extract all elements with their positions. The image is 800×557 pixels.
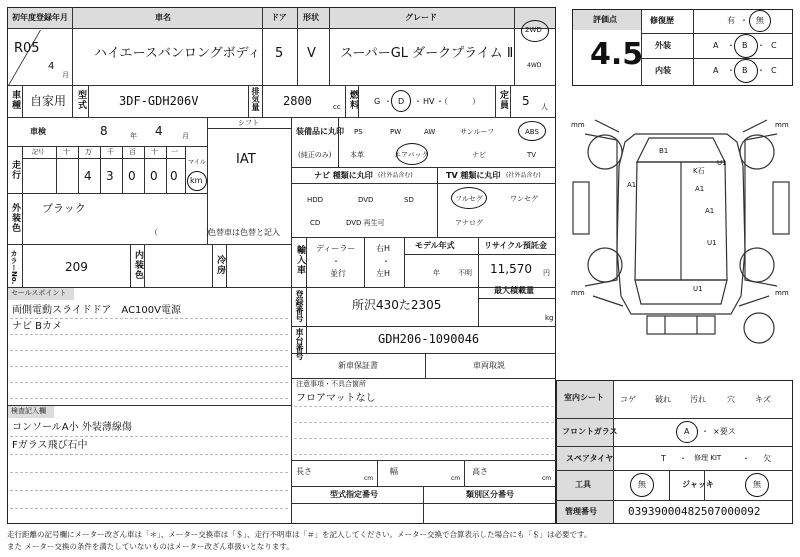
spare-t: T — [661, 454, 666, 463]
equip-pw: PW — [390, 128, 402, 136]
vehicle-manual: 車両取説 — [473, 361, 505, 370]
import-left: 左H — [376, 269, 391, 278]
color-paren: （ ） — [150, 228, 214, 237]
exterior-a: A — [713, 41, 719, 50]
equip-sunroof: サンルーフ — [460, 128, 495, 136]
shift-label: シフト — [238, 119, 259, 127]
door-count: 5 — [275, 46, 284, 61]
shape-value: V — [307, 46, 316, 61]
tv-sub: (社外品含む) — [506, 172, 541, 179]
glass-x: ×要ス — [713, 427, 736, 436]
inspection-year: 8 — [100, 124, 108, 138]
type-no-label: 型式指定番号 — [330, 490, 378, 499]
import-right: 右H — [376, 244, 391, 253]
color-no-label: カラーNo. — [10, 250, 18, 285]
inspector-label: 検査記入欄 — [11, 407, 46, 415]
inspection-year-unit: 年 — [130, 132, 137, 140]
seat-label: 室内シート — [564, 393, 604, 402]
car-diagram — [565, 100, 797, 372]
seat-burn: コゲ — [620, 395, 636, 404]
digit-label-1: 万 — [85, 148, 92, 156]
kind-label: 車種 — [10, 90, 20, 110]
interior-sep2: ・ — [757, 66, 765, 75]
kind-value: 自家用 — [30, 94, 67, 108]
fuel-dot1: ・ — [384, 97, 392, 106]
first-reg-year: R05 — [14, 41, 40, 56]
length-label: 長さ — [296, 467, 312, 476]
diagram-mm-bl: mm — [571, 289, 585, 297]
jack-label: ジャッキ — [682, 480, 714, 489]
length-unit: cm — [364, 475, 374, 482]
model-label: 型式 — [76, 90, 86, 110]
recycle-label: リサイクル預託金 — [484, 241, 547, 250]
tv-label: TV 種類に丸印 — [446, 171, 501, 180]
first-reg-label: 初年度登録年月 — [12, 13, 68, 22]
fuel-g: G — [374, 97, 381, 106]
diagram-marker-a1-mid: A1 — [695, 185, 705, 193]
max-load-unit: kg — [545, 314, 554, 322]
new-car-warranty: 新車保証書 — [338, 361, 378, 370]
digit-label-3: 百 — [129, 148, 136, 156]
management-label: 管理番号 — [565, 507, 597, 516]
interior-b: B — [742, 66, 748, 75]
drive-2wd: 2WD — [525, 26, 542, 34]
digit-label-5: 一 — [171, 148, 178, 156]
tools-none: 無 — [638, 480, 646, 489]
diagram-mm-br: mm — [775, 289, 789, 297]
spare-rest: 欠 — [763, 454, 771, 463]
int-color-label: 内装色 — [133, 250, 143, 280]
width-unit: cm — [451, 475, 461, 482]
cap-unit: 人 — [541, 103, 548, 111]
inspector-line1: コンソールA小 外装薄線傷 — [12, 422, 132, 433]
shift-value: IAT — [236, 152, 256, 167]
color-label: 外装色 — [10, 203, 20, 233]
inspector-line2: Fガラス飛び石中 — [12, 440, 88, 451]
import-dealer: ディーラー — [316, 244, 356, 253]
color-no-value: 209 — [65, 260, 88, 274]
first-reg-month-unit: 月 — [62, 71, 69, 79]
glass-a: A — [684, 427, 690, 436]
seat-hole: 穴 — [727, 395, 735, 404]
max-load-label: 最大積載量 — [494, 286, 534, 295]
color-value: ブラック — [42, 202, 86, 215]
grade-value: スーパーGL ダークプライム Ⅱ — [340, 46, 514, 61]
score-label: 評価点 — [593, 15, 617, 24]
height-label: 高さ — [472, 467, 488, 476]
fuel-dot2: ・ — [414, 97, 422, 106]
navi-label: ナビ 種類に丸印 — [314, 171, 373, 180]
diagram-marker-u1-a: U1 — [717, 159, 727, 167]
mileage-label: 走行 — [10, 160, 20, 180]
spare-dot1: ・ — [679, 454, 687, 463]
color-note: 色替車は色替と記入 — [208, 228, 280, 237]
footer-note-1: 走行距離の記号欄にメーター改ざん車は「＊」、メーター交換車は「＄」、走行不明車は「＃」を記入してください。メーター交換で合算表示した場合にも「＄」は必要です。 — [7, 530, 592, 539]
exterior-sep2: ・ — [757, 41, 765, 50]
notes-line1: フロアマットなし — [296, 393, 376, 404]
digit-label-2: 千 — [107, 148, 114, 156]
registration-value: 所沢430た2305 — [352, 298, 442, 312]
mileage-digit-3: 0 — [128, 169, 136, 183]
height-unit: cm — [542, 475, 552, 482]
management-value: 03939000482507000092 — [628, 505, 761, 518]
equip-tv: TV — [527, 151, 537, 159]
tools-label: 工具 — [575, 480, 591, 489]
diagram-mm-tl: mm — [571, 121, 585, 129]
glass-label: フロントガラス — [562, 427, 618, 436]
exterior-b: B — [742, 41, 748, 50]
seat-stain: 汚れ — [690, 395, 706, 404]
diagram-mm-tr: mm — [775, 121, 789, 129]
equip-sub: (純正のみ) — [298, 151, 332, 159]
navi-cd: CD — [310, 219, 321, 227]
fuel-rest: ・（ ） — [436, 97, 480, 106]
repair-label: 修復歴 — [650, 16, 674, 25]
fridge-label: 冷房 — [215, 255, 225, 275]
import-dot2: ・ — [382, 257, 390, 266]
equip-airbag: エアバック — [394, 151, 429, 159]
tv-oneseg: ワンセグ — [510, 195, 538, 203]
diagram-marker-k: K石 — [693, 167, 705, 175]
first-reg-month: 4 — [48, 61, 55, 72]
equip-leather: 本革 — [350, 151, 364, 159]
digit-label-0: 十 — [63, 148, 70, 156]
fuel-d: D — [398, 97, 405, 106]
diagram-marker-a1-left: A1 — [627, 181, 637, 189]
diagram-marker-u1-b: U1 — [707, 239, 717, 247]
grade-label: グレード — [405, 13, 437, 22]
registration-label: 登録番号 — [295, 290, 304, 322]
navi-sd: SD — [404, 196, 414, 204]
mileage-digit-1: 4 — [84, 169, 92, 183]
interior-label: 内装 — [655, 66, 671, 75]
model-year-unknown: 不明 — [458, 269, 472, 277]
equip-ps: PS — [354, 128, 363, 136]
disp-value: 2800 — [283, 94, 312, 108]
diagram-marker-b1: B1 — [659, 147, 669, 155]
navi-dvd-play: DVD 再生可 — [346, 219, 385, 227]
diagram-marker-a1-right: A1 — [705, 207, 715, 215]
car-outline-icon — [565, 100, 797, 372]
drive-4wd: 4WD — [527, 62, 542, 69]
repair-dot: ・ — [740, 16, 748, 25]
navi-sub: (社外品含む) — [378, 172, 413, 179]
seat-scratch: キズ — [755, 395, 771, 404]
inspection-month-unit: 月 — [182, 132, 189, 140]
digit-label-4: 十 — [151, 148, 158, 156]
glass-dot: ・ — [701, 427, 709, 436]
import-dot: ・ — [332, 257, 340, 266]
chassis-value: GDH206-1090046 — [378, 332, 480, 346]
model-value: 3DF-GDH206V — [119, 94, 199, 108]
cap-value: 5 — [522, 94, 530, 108]
import-label: 輸入車 — [295, 245, 305, 275]
mile-label: マイル — [188, 159, 206, 166]
spare-label: スペアタイヤ — [566, 454, 614, 463]
footer-note-2: また メーター交換の条件を満たしていないものはメーター改ざん車扱いとなります。 — [7, 542, 294, 551]
spare-kit: 修理 KIT — [694, 454, 722, 462]
recycle-unit: 円 — [543, 269, 550, 277]
mileage-digit-4: 0 — [150, 169, 158, 183]
disp-unit: cc — [333, 103, 341, 111]
interior-a: A — [713, 66, 719, 75]
jack-none: 無 — [753, 480, 761, 489]
score-value: 4.5 — [590, 37, 644, 72]
spare-dot2: ・ — [742, 454, 750, 463]
exterior-sep1: ・ — [727, 41, 735, 50]
tv-analog: アナログ — [455, 219, 483, 227]
km-label: km — [190, 176, 203, 185]
interior-c: C — [771, 66, 777, 75]
recycle-value: 11,570 — [490, 262, 532, 276]
inspection-label: 車検 — [30, 127, 46, 136]
car-name-value: ハイエースバンロングボディ — [94, 46, 261, 61]
mileage-digit-2: 3 — [106, 169, 114, 183]
navi-hdd: HDD — [307, 196, 324, 204]
tv-fullseg: フルセグ — [455, 195, 483, 203]
seat-tear: 破れ — [655, 395, 671, 404]
cap-label: 定員 — [498, 90, 508, 110]
repair-yes: 有 — [727, 16, 735, 25]
sales-line1: 両側電動スライドドア AC100V電源 — [12, 305, 181, 316]
disp-label: 排気量 — [251, 87, 260, 111]
fuel-label: 燃料 — [348, 90, 358, 110]
width-label: 幅 — [390, 467, 398, 476]
fuel-hv: HV — [423, 97, 435, 106]
equip-navi: ナビ — [472, 151, 486, 159]
exterior-c: C — [771, 41, 777, 50]
mileage-digit-5: 0 — [170, 169, 178, 183]
import-parallel: 並行 — [330, 269, 346, 278]
inspection-month: 4 — [155, 124, 163, 138]
interior-sep1: ・ — [727, 66, 735, 75]
door-label: ドア — [271, 13, 287, 22]
model-year-label: モデル年式 — [415, 241, 455, 250]
notes-label: 注意事項・不具合箇所 — [296, 380, 366, 388]
equip-abs: ABS — [525, 128, 539, 136]
equip-label: 装備品に丸印 — [296, 127, 344, 136]
mileage-sign-label: 記号 — [32, 149, 45, 156]
model-year-unit: 年 — [433, 269, 440, 277]
sales-label: セールスポイント — [11, 289, 67, 297]
navi-dvd: DVD — [358, 196, 374, 204]
repair-no: 無 — [756, 16, 764, 25]
car-name-label: 車名 — [155, 13, 171, 22]
class-no-label: 類別区分番号 — [466, 490, 514, 499]
diagram-marker-u1-c: U1 — [693, 285, 703, 293]
equip-aw: AW — [424, 128, 436, 136]
chassis-label: 車台番号 — [295, 328, 304, 360]
sales-line2: ナビ Bカメ — [12, 321, 63, 332]
shape-label: 形状 — [303, 13, 319, 22]
exterior-label: 外装 — [655, 41, 671, 50]
